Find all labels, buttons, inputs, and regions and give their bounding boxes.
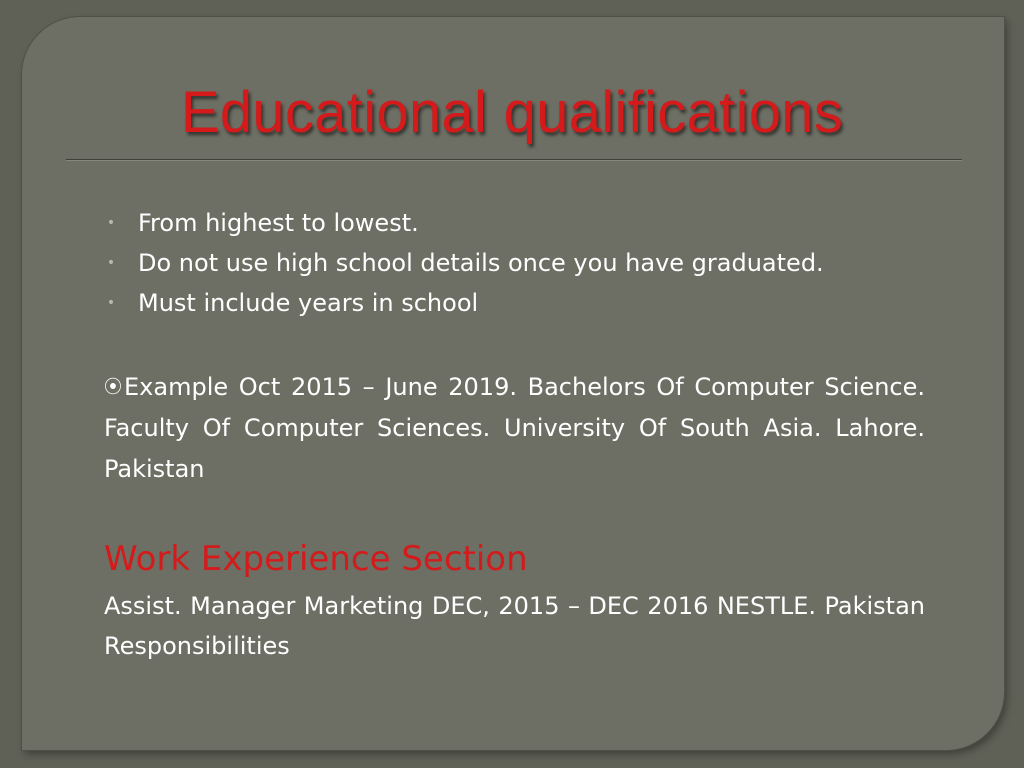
- bullet-marker: •: [106, 295, 116, 311]
- example-text: Example Oct 2015 – June 2019. Bachelors Of Computer Science. Faculty Of Computer Sciences. University Of South Asia. Lahore. Pakistan: [104, 373, 925, 483]
- slide-title: Educational qualifications: [180, 80, 844, 145]
- title-divider: [66, 159, 962, 161]
- bullet-item: [104, 203, 824, 243]
- example-paragraph: [104, 367, 925, 490]
- bullet-text: Must include years in school: [138, 289, 479, 317]
- bullet-item: [104, 243, 824, 283]
- circle-bullet-icon: ⦿: [104, 377, 122, 398]
- bullet-list: [104, 203, 824, 323]
- bullet-item: [104, 283, 824, 323]
- bullet-marker: •: [106, 215, 116, 231]
- work-experience-heading: Work Experience Section: [104, 539, 528, 579]
- bullet-text: Do not use high school details once you have graduated.: [138, 249, 824, 277]
- work-experience-detail: Assist. Manager Marketing DEC, 2015 – DEC 2016 NESTLE. Pakistan Responsibilities: [104, 592, 925, 660]
- bullet-marker: •: [106, 255, 116, 271]
- bullet-text: From highest to lowest.: [138, 209, 419, 237]
